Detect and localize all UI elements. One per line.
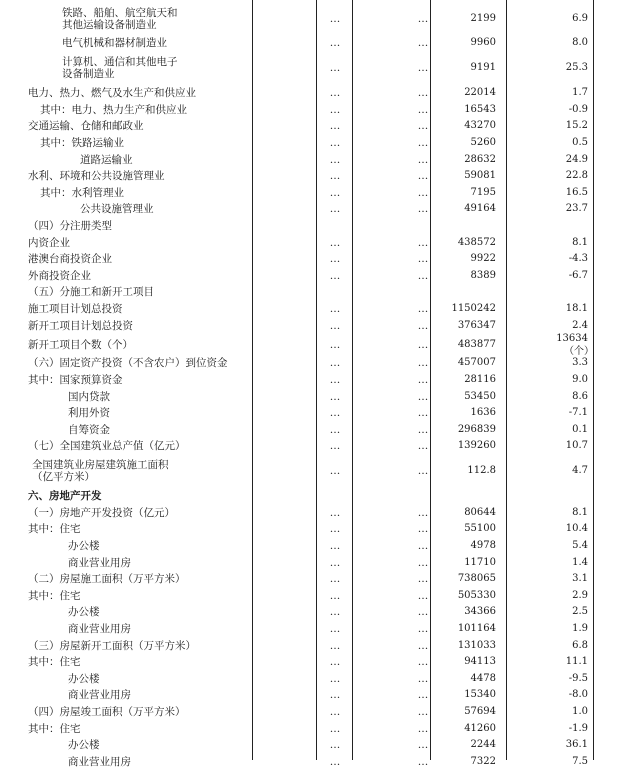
cumulative-value: 101164 bbox=[457, 623, 496, 635]
cumulative-value: 53450 bbox=[464, 390, 496, 402]
table-row bbox=[0, 301, 641, 318]
table-row bbox=[0, 687, 641, 704]
placeholder-dots: … bbox=[417, 465, 429, 478]
row-label: 外商投资企业 bbox=[28, 269, 91, 282]
row-label: （五）分施工和新开工项目 bbox=[28, 286, 154, 299]
cumulative-value: 1636 bbox=[470, 407, 496, 419]
row-label: 道路运输业 bbox=[80, 153, 133, 166]
table-row bbox=[0, 201, 641, 218]
table-row bbox=[0, 704, 641, 721]
growth-value: 11.1 bbox=[565, 656, 588, 668]
table-row bbox=[0, 488, 641, 505]
growth-value: 8.1 bbox=[572, 506, 588, 518]
row-label: 电力、热力、燃气及水生产和供应业 bbox=[28, 87, 196, 100]
growth-value: 25.3 bbox=[565, 62, 588, 74]
table-row bbox=[0, 251, 641, 268]
placeholder-dots: … bbox=[417, 186, 429, 199]
growth-value: 2.5 bbox=[572, 606, 588, 618]
cumulative-value: 7195 bbox=[470, 186, 496, 198]
cumulative-value: 4978 bbox=[470, 540, 496, 552]
growth-value: 8.1 bbox=[572, 236, 588, 248]
row-label: 铁路、船舶、航空航天和 bbox=[62, 6, 178, 19]
placeholder-dots: … bbox=[329, 253, 341, 266]
growth-value: 2.4 bbox=[572, 319, 588, 331]
placeholder-dots: … bbox=[329, 357, 341, 370]
table-row bbox=[0, 388, 641, 405]
placeholder-dots: … bbox=[329, 203, 341, 216]
placeholder-dots: … bbox=[329, 153, 341, 166]
cumulative-value: 34366 bbox=[464, 606, 496, 618]
placeholder-dots: … bbox=[329, 390, 341, 403]
placeholder-dots: … bbox=[329, 440, 341, 453]
placeholder-dots: … bbox=[329, 755, 341, 768]
row-label: 其中：住宅 bbox=[28, 589, 81, 602]
placeholder-dots: … bbox=[329, 706, 341, 719]
placeholder-dots: … bbox=[417, 589, 429, 602]
table-row bbox=[0, 2, 641, 35]
table-row bbox=[0, 554, 641, 571]
table-row bbox=[0, 118, 641, 135]
table-row bbox=[0, 268, 641, 285]
placeholder-dots: … bbox=[329, 236, 341, 249]
placeholder-dots: … bbox=[417, 253, 429, 266]
cumulative-value: 94113 bbox=[464, 656, 496, 668]
row-label: 自筹资金 bbox=[68, 423, 110, 436]
placeholder-dots: … bbox=[417, 556, 429, 569]
table-row bbox=[0, 218, 641, 235]
cumulative-value: 2199 bbox=[470, 12, 496, 24]
row-label: 办公楼 bbox=[68, 540, 100, 553]
growth-value: 1.7 bbox=[572, 87, 588, 99]
table-row bbox=[0, 604, 641, 621]
placeholder-dots: … bbox=[329, 523, 341, 536]
growth-unit: （个） bbox=[564, 345, 594, 357]
row-label: 港澳台商投资企业 bbox=[28, 253, 112, 266]
placeholder-dots: … bbox=[329, 137, 341, 150]
placeholder-dots: … bbox=[417, 706, 429, 719]
row-label: 公共设施管理业 bbox=[80, 203, 154, 216]
placeholder-dots: … bbox=[417, 689, 429, 702]
table-row bbox=[0, 372, 641, 389]
placeholder-dots: … bbox=[417, 120, 429, 133]
cumulative-value: 16543 bbox=[464, 103, 496, 115]
placeholder-dots: … bbox=[329, 37, 341, 50]
placeholder-dots: … bbox=[417, 722, 429, 735]
table-row bbox=[0, 654, 641, 671]
placeholder-dots: … bbox=[329, 407, 341, 420]
growth-value: 1.0 bbox=[572, 706, 588, 718]
table-row bbox=[0, 737, 641, 754]
row-label: 设备制造业 bbox=[62, 68, 115, 81]
row-label: 其中：水利管理业 bbox=[40, 186, 124, 199]
cumulative-value: 9191 bbox=[470, 62, 496, 74]
table-row bbox=[0, 185, 641, 202]
growth-value: 1.4 bbox=[572, 556, 588, 568]
row-label: （四）房屋竣工面积（万平方米） bbox=[28, 706, 186, 719]
cumulative-value: 296839 bbox=[457, 423, 496, 435]
table-row bbox=[0, 455, 641, 488]
cumulative-value: 41260 bbox=[464, 722, 496, 734]
placeholder-dots: … bbox=[329, 573, 341, 586]
placeholder-dots: … bbox=[417, 407, 429, 420]
cumulative-value: 505330 bbox=[457, 589, 496, 601]
table-row bbox=[0, 538, 641, 555]
row-label: 全国建筑业房屋建筑施工面积 bbox=[32, 459, 169, 472]
placeholder-dots: … bbox=[417, 319, 429, 332]
cumulative-value: 483877 bbox=[457, 338, 496, 350]
table-row bbox=[0, 637, 641, 654]
growth-value: 6.8 bbox=[572, 639, 588, 651]
growth-value: 7.5 bbox=[572, 755, 588, 767]
placeholder-dots: … bbox=[329, 423, 341, 436]
growth-value: 15.2 bbox=[565, 120, 588, 132]
cumulative-value: 55100 bbox=[464, 523, 496, 535]
table-row bbox=[0, 135, 641, 152]
cumulative-value: 7322 bbox=[470, 755, 496, 767]
placeholder-dots: … bbox=[417, 236, 429, 249]
row-label: 其中：国家预算资金 bbox=[28, 374, 123, 387]
table-row bbox=[0, 405, 641, 422]
row-label: 商业营业用房 bbox=[68, 623, 131, 636]
placeholder-dots: … bbox=[329, 186, 341, 199]
placeholder-dots: … bbox=[329, 689, 341, 702]
placeholder-dots: … bbox=[329, 639, 341, 652]
placeholder-dots: … bbox=[417, 374, 429, 387]
row-label: 其他运输设备制造业 bbox=[62, 18, 157, 31]
growth-value: -0.9 bbox=[568, 103, 588, 115]
placeholder-dots: … bbox=[329, 170, 341, 183]
placeholder-dots: … bbox=[417, 639, 429, 652]
growth-value: 23.7 bbox=[565, 203, 588, 215]
placeholder-dots: … bbox=[417, 37, 429, 50]
cumulative-value: 738065 bbox=[457, 573, 496, 585]
placeholder-dots: … bbox=[417, 656, 429, 669]
row-label: （三）房屋新开工面积（万平方米） bbox=[28, 639, 196, 652]
growth-value: -1.9 bbox=[568, 722, 588, 734]
placeholder-dots: … bbox=[329, 672, 341, 685]
row-label: 其中：住宅 bbox=[28, 523, 81, 536]
placeholder-dots: … bbox=[417, 87, 429, 100]
placeholder-dots: … bbox=[329, 540, 341, 553]
table-row bbox=[0, 151, 641, 168]
cumulative-value: 59081 bbox=[464, 170, 496, 182]
growth-value: 2.9 bbox=[572, 589, 588, 601]
growth-value: 10.7 bbox=[565, 440, 588, 452]
cumulative-value: 57694 bbox=[464, 706, 496, 718]
placeholder-dots: … bbox=[329, 303, 341, 316]
placeholder-dots: … bbox=[329, 506, 341, 519]
row-label: 办公楼 bbox=[68, 739, 100, 752]
growth-value: 4.7 bbox=[572, 465, 588, 477]
table-row bbox=[0, 85, 641, 102]
cumulative-value: 112.8 bbox=[467, 465, 496, 477]
placeholder-dots: … bbox=[329, 87, 341, 100]
cumulative-value: 28116 bbox=[464, 374, 496, 386]
placeholder-dots: … bbox=[417, 606, 429, 619]
growth-value: 8.6 bbox=[572, 390, 588, 402]
row-label: 电气机械和器材制造业 bbox=[62, 37, 167, 50]
cumulative-value: 43270 bbox=[464, 120, 496, 132]
placeholder-dots: … bbox=[329, 338, 341, 351]
row-label: 商业营业用房 bbox=[68, 689, 131, 702]
row-label: 新开工项目个数（个） bbox=[28, 338, 133, 351]
table-row bbox=[0, 671, 641, 688]
placeholder-dots: … bbox=[329, 556, 341, 569]
cumulative-value: 15340 bbox=[464, 689, 496, 701]
placeholder-dots: … bbox=[417, 12, 429, 25]
row-label: 其中：铁路运输业 bbox=[40, 137, 124, 150]
cumulative-value: 5260 bbox=[470, 137, 496, 149]
cumulative-value: 22014 bbox=[464, 87, 496, 99]
row-label: 六、房地产开发 bbox=[28, 490, 102, 503]
placeholder-dots: … bbox=[329, 623, 341, 636]
placeholder-dots: … bbox=[329, 722, 341, 735]
placeholder-dots: … bbox=[417, 739, 429, 752]
cumulative-value: 457007 bbox=[457, 357, 496, 369]
placeholder-dots: … bbox=[417, 390, 429, 403]
row-label: 办公楼 bbox=[68, 672, 100, 685]
row-label: （六）固定资产投资（不含农户）到位资金 bbox=[28, 357, 228, 370]
placeholder-dots: … bbox=[417, 755, 429, 768]
row-label: 利用外资 bbox=[68, 407, 110, 420]
table-row bbox=[0, 621, 641, 638]
placeholder-dots: … bbox=[329, 12, 341, 25]
growth-value: 8.0 bbox=[572, 37, 588, 49]
growth-value: 0.5 bbox=[572, 137, 588, 149]
table-row bbox=[0, 35, 641, 52]
row-label: 其中：住宅 bbox=[28, 722, 81, 735]
placeholder-dots: … bbox=[417, 423, 429, 436]
table-row bbox=[0, 571, 641, 588]
row-label: （四）分注册类型 bbox=[28, 220, 112, 233]
cumulative-value: 9960 bbox=[470, 37, 496, 49]
cumulative-value: 11710 bbox=[464, 556, 496, 568]
table-row bbox=[0, 334, 641, 355]
cumulative-value: 2244 bbox=[470, 739, 496, 751]
placeholder-dots: … bbox=[417, 103, 429, 116]
table-row bbox=[0, 168, 641, 185]
table-row bbox=[0, 317, 641, 334]
placeholder-dots: … bbox=[417, 672, 429, 685]
row-label: 计算机、通信和其他电子 bbox=[62, 56, 178, 69]
growth-value: 3.1 bbox=[572, 573, 588, 585]
placeholder-dots: … bbox=[329, 374, 341, 387]
placeholder-dots: … bbox=[417, 506, 429, 519]
table-row bbox=[0, 588, 641, 605]
placeholder-dots: … bbox=[329, 62, 341, 75]
cumulative-value: 80644 bbox=[464, 506, 496, 518]
growth-value: 24.9 bbox=[565, 153, 588, 165]
placeholder-dots: … bbox=[329, 606, 341, 619]
placeholder-dots: … bbox=[329, 103, 341, 116]
placeholder-dots: … bbox=[417, 170, 429, 183]
growth-value: 9.0 bbox=[572, 374, 588, 386]
table-row bbox=[0, 102, 641, 119]
growth-value: -9.5 bbox=[568, 672, 588, 684]
cumulative-value: 1150242 bbox=[451, 303, 496, 315]
cumulative-value: 139260 bbox=[457, 440, 496, 452]
placeholder-dots: … bbox=[329, 269, 341, 282]
growth-value: 18.1 bbox=[565, 303, 588, 315]
growth-value: 0.1 bbox=[572, 423, 588, 435]
growth-value: 3.3 bbox=[572, 357, 588, 369]
placeholder-dots: … bbox=[417, 269, 429, 282]
row-label: 内资企业 bbox=[28, 236, 70, 249]
cumulative-value: 376347 bbox=[457, 319, 496, 331]
placeholder-dots: … bbox=[417, 523, 429, 536]
cumulative-value: 9922 bbox=[470, 253, 496, 265]
row-label: 其中：电力、热力生产和供应业 bbox=[40, 103, 187, 116]
cumulative-value: 8389 bbox=[470, 269, 496, 281]
table-row bbox=[0, 234, 641, 251]
row-label: 交通运输、仓储和邮政业 bbox=[28, 120, 144, 133]
cumulative-value: 131033 bbox=[457, 639, 496, 651]
cumulative-value: 49164 bbox=[464, 203, 496, 215]
row-label: （七）全国建筑业总产值（亿元） bbox=[28, 440, 186, 453]
table-row bbox=[0, 505, 641, 522]
row-label: （亿平方米） bbox=[32, 471, 95, 484]
cumulative-value: 28632 bbox=[464, 153, 496, 165]
placeholder-dots: … bbox=[329, 656, 341, 669]
placeholder-dots: … bbox=[417, 440, 429, 453]
cumulative-value: 438572 bbox=[457, 236, 496, 248]
placeholder-dots: … bbox=[329, 465, 341, 478]
table-row bbox=[0, 355, 641, 372]
growth-value: 1.9 bbox=[572, 623, 588, 635]
placeholder-dots: … bbox=[417, 203, 429, 216]
placeholder-dots: … bbox=[329, 319, 341, 332]
row-label: 商业营业用房 bbox=[68, 755, 131, 768]
growth-value: 6.9 bbox=[572, 12, 588, 24]
growth-value: 16.5 bbox=[565, 186, 588, 198]
placeholder-dots: … bbox=[329, 120, 341, 133]
table-row bbox=[0, 720, 641, 737]
row-label: （二）房屋施工面积（万平方米） bbox=[28, 573, 186, 586]
table-row bbox=[0, 754, 641, 770]
row-label: 水利、环境和公共设施管理业 bbox=[28, 170, 165, 183]
placeholder-dots: … bbox=[417, 540, 429, 553]
row-label: 国内贷款 bbox=[68, 390, 110, 403]
placeholder-dots: … bbox=[417, 573, 429, 586]
growth-value: -6.7 bbox=[568, 269, 588, 281]
growth-value: -4.3 bbox=[568, 253, 588, 265]
table-row bbox=[0, 284, 641, 301]
row-label: （一）房地产开发投资（亿元） bbox=[28, 506, 175, 519]
row-label: 商业营业用房 bbox=[68, 556, 131, 569]
placeholder-dots: … bbox=[417, 623, 429, 636]
row-label: 施工项目计划总投资 bbox=[28, 303, 123, 316]
placeholder-dots: … bbox=[417, 303, 429, 316]
growth-value: 36.1 bbox=[565, 739, 588, 751]
table-row bbox=[0, 52, 641, 85]
row-label: 新开工项目计划总投资 bbox=[28, 319, 133, 332]
growth-value: 10.4 bbox=[565, 523, 588, 535]
placeholder-dots: … bbox=[329, 589, 341, 602]
placeholder-dots: … bbox=[417, 62, 429, 75]
growth-value: 5.4 bbox=[572, 540, 588, 552]
row-label: 办公楼 bbox=[68, 606, 100, 619]
placeholder-dots: … bbox=[329, 739, 341, 752]
row-label: 其中：住宅 bbox=[28, 656, 81, 669]
growth-value: -8.0 bbox=[568, 689, 588, 701]
table-row bbox=[0, 422, 641, 439]
growth-value: -7.1 bbox=[568, 407, 588, 419]
placeholder-dots: … bbox=[417, 153, 429, 166]
table-row bbox=[0, 521, 641, 538]
cumulative-value: 4478 bbox=[470, 672, 496, 684]
growth-value: 22.8 bbox=[565, 170, 588, 182]
placeholder-dots: … bbox=[417, 338, 429, 351]
growth-value: 13634 bbox=[556, 332, 588, 344]
placeholder-dots: … bbox=[417, 137, 429, 150]
placeholder-dots: … bbox=[417, 357, 429, 370]
table-row bbox=[0, 438, 641, 455]
